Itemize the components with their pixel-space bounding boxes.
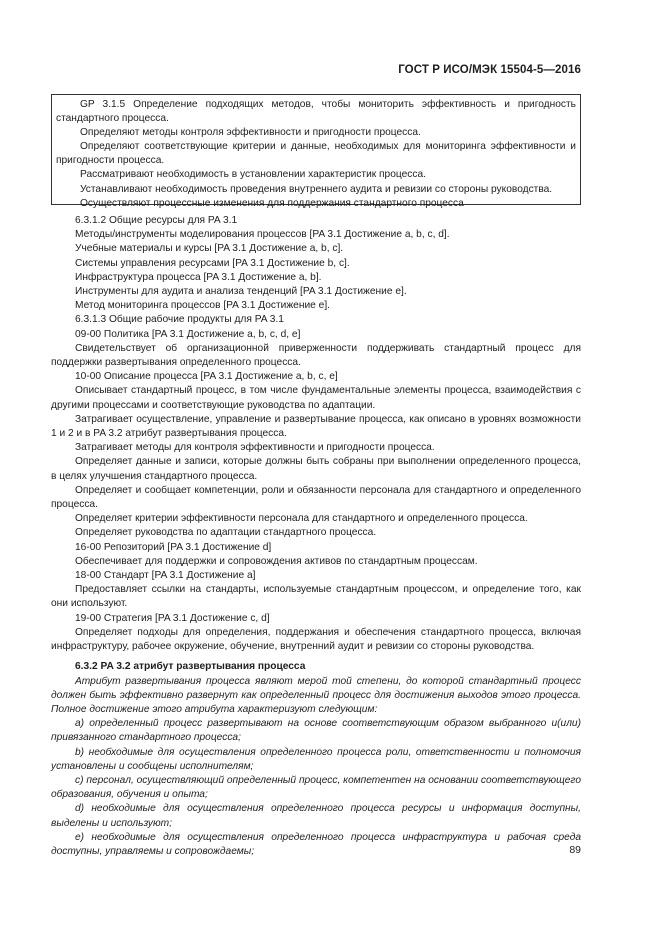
product-line: Определяет критерии эффективности персонала для стандартного и определенного процесса. — [75, 513, 528, 525]
box-paragraph: Определяют методы контроля эффективности и пригодности процесса. — [80, 127, 421, 139]
product-line: 18-00 Стандарт [PA 3.1 Достижение a] — [75, 570, 256, 582]
document-header: ГОСТ Р ИСО/МЭК 15504-5—2016 — [398, 64, 581, 76]
product-line: Определяет данные и записи, которые должны быть собраны при выполнении определенного процесса, в целях улучшения стандартного процесса. — [51, 456, 581, 482]
resource-line: Методы/инструменты моделирования процессов [PA 3.1 Достижение a, b, c, d]. — [75, 229, 450, 241]
product-line: Определяет подходы для определения, поддержания и обеспечения стандартного процесса, включая инфраструктуру, рабочее окружение, обучение, внутренний аудит и ревизии со стороны руководства. — [51, 626, 581, 653]
product-line: Свидетельствует об организационной приверженности поддерживать стандартный процесс для поддержки развертывания определенного процесса. — [51, 342, 581, 369]
resource-line: 09-00 Политика [PA 3.1 Достижение a, b, c, d, e] — [75, 328, 301, 340]
resource-line: Метод мониторинга процессов [PA 3.1 Достижение e]. — [75, 300, 330, 312]
italic-paragraph: b) необходимые для осуществления определенного процесса роли, ответственности и полномочия установлены и сообщены исполнителям; — [51, 746, 581, 772]
italic-paragraph: Атрибут развертывания процесса являют мерой той степени, до которой стандартный процесс должен быть эффективно развернут как определенный процесс для достижения выходов этого процесса. Полное достижение этого атрибута характеризуют следующим: — [51, 675, 581, 715]
resource-line: Инструменты для аудита и анализа тенденций [PA 3.1 Достижение e]. — [75, 286, 407, 298]
resource-line: 6.3.1.3 Общие рабочие продукты для PA 3.1 — [75, 314, 284, 326]
box-paragraph: Устанавливают необходимость проведения внутреннего аудита и ревизии со стороны руководства. — [80, 183, 553, 195]
product-line: 19-00 Стратегия [PA 3.1 Достижение c, d] — [75, 612, 270, 624]
italic-paragraph: a) определенный процесс развертывают на основе соответствующим образом выбранного и(или) привязанного стандартного процесса; — [51, 718, 581, 744]
product-line: Предоставляет ссылки на стандарты, используемые стандартным процессом, и определение того, как они используют. — [51, 584, 581, 610]
italic-paragraph: c) персонал, осуществляющий определенный процесс, компетентен на основании соответствующего образования, обучения и опыта; — [51, 774, 581, 801]
product-line: 16-00 Репозиторий [PA 3.1 Достижение d] — [75, 541, 272, 553]
page-number: 89 — [569, 844, 581, 856]
resource-line: Учебные материалы и курсы [PA 3.1 Достижение a, b, c]. — [75, 243, 344, 255]
box-paragraph: Осуществляют процессные изменения для поддержания стандартного процесса — [80, 197, 464, 209]
product-line: Описывает стандартный процесс, в том числе фундаментальные элементы процесса, взаимодействия с другими процессами и соответствующие руководства по адаптации. — [51, 385, 581, 411]
italic-paragraph: d) необходимые для осуществления определенного процесса ресурсы и информация доступны, выделены и используют; — [51, 803, 581, 829]
product-line: Определяет и сообщает компетенции, роли и обязанности персонала для стандартного и определенного процесса. — [51, 484, 581, 511]
resource-line: Системы управления ресурсами [PA 3.1 Достижение b, c]. — [75, 257, 350, 269]
resource-line: Инфраструктура процесса [PA 3.1 Достижение a, b]. — [75, 271, 322, 283]
product-line: Затрагивает осуществление, управление и развертывание процесса, как описано в уровнях возможности 1 и 2 и в PA 3.2 атрибут развертывания процесса. — [51, 413, 581, 440]
box-paragraph: Определяют соответствующие критерии и данные, необходимых для мониторинга эффективности и пригодности процесса. — [56, 141, 576, 167]
box-paragraph: GP 3.1.5 Определение подходящих методов, чтобы мониторить эффективность и пригодность стандартного процесса. — [56, 99, 576, 125]
product-line: 10-00 Описание процесса [PA 3.1 Достижение a, b, c, e] — [75, 371, 338, 383]
product-line: Обеспечивает для поддержки и сопровождения активов по стандартным процессам. — [75, 555, 478, 567]
box-paragraph: Рассматривают необходимость в установлении характеристик процесса. — [80, 169, 426, 181]
italic-paragraph: e) необходимые для осуществления определенного процесса инфраструктура и рабочая среда доступны, управляемы и сопровождаемы; — [51, 831, 581, 857]
resource-line: 6.3.1.2 Общие ресурсы для PA 3.1 — [75, 215, 238, 226]
product-line: Определяет руководства по адаптации стандартного процесса. — [75, 527, 377, 539]
section-title: 6.3.2 PA 3.2 атрибут развертывания процесса — [75, 661, 306, 673]
gp-box — [51, 94, 581, 209]
product-line: Затрагивает методы для контроля эффективности и пригодности процесса. — [75, 442, 435, 454]
main-content — [51, 214, 581, 859]
